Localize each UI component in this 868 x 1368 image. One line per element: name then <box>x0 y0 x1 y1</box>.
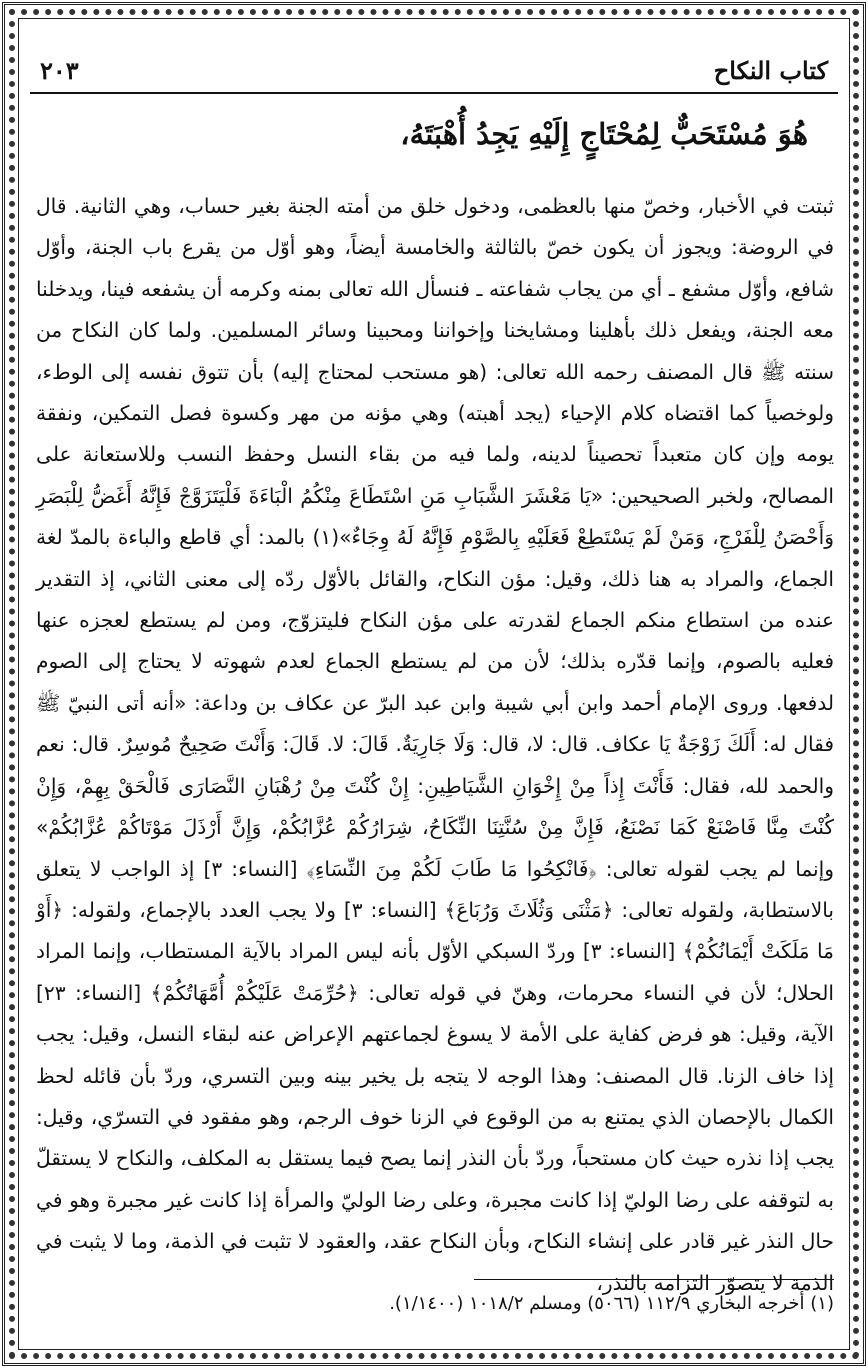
page-header <box>30 52 838 92</box>
footnote: (١) أخرجه البخاري ١١٢/٩ (٥٠٦٦) ومسلم ١٠١٨/٢ (١/١٤٠٠). <box>389 1293 834 1314</box>
commentary-body <box>36 186 834 1304</box>
page-number: ٢٠٣ <box>40 56 79 85</box>
commentary-paragraph: ثبتت في الأخبار، وخصّ منها بالعظمى، ودخول خلق من أمته الجنة بغير حساب، وهي الثانية. قال في الروضة: ويجوز أن يكون خصّ بالثالثة والخامسة أيضاً، وهو أوّل من يقرع باب الجنة، وأوّل شافع، وأوّل مشفع ـ أي من يجاب شفاعته ـ فنسأل الله تعالى بمنه وكرمه أن يشفعه فينا، ويدخلنا معه الجنة، ويفعل ذلك بأهلينا ومشايخنا وإخواننا ومحبينا وسائر المسلمين. ولما كان النكاح من سنته ﷺ قال المصنف رحمه الله تعالى: (هو مستحب لمحتاج إليه) بأن تتوق نفسه إلى الوطء، ولوخصياً كما اقتضاه كلام الإحياء (يجد أهبته) وهي مؤنه من مهر وكسوة فصل التمكين، ونفقة يومه وإن كان متعبداً تحصيناً لدينه، ولما فيه من بقاء النسل وحفظ النسب وللاستعانة على المصالح، ولخبر الصحيحين: «يَا مَعْشَرَ الشَّبَابِ مَنِ اسْتَطَاعَ مِنْكُمُ الْبَاءَةَ فَلْيَتَزَوَّجْ فَإِنَّهُ أَغَضُّ لِلْبَصَرِ وَأَحْصَنُ لِلْفَرْجِ، وَمَنْ لَمْ يَسْتَطِعْ فَعَلَيْهِ بِالصَّوْمِ فَإِنَّهُ لَهُ وِجَاءٌ»(١) بالمد: أي قاطع والباءة بالمدّ لغة الجماع، والمراد به هنا ذلك، وقيل: مؤن النكاح، والقائل بالأوّل ردّه إلى معنى الثاني، إذ التقدير عنده من استطاع منكم الجماع لقدرته على مؤن النكاح فليتزوّج، ومن لم يستطع لعجزه عنها فعليه بالصوم، وإنما قدّره بذلك؛ لأن من لم يستطع الجماع لعدم شهوته لا يحتاج إلى الصوم لدفعها. وروى الإمام أحمد وابن أبي شيبة وابن عبد البرّ عن عكاف بن وداعة: «أنه أتى النبيّ ﷺ فقال له: أَلَكَ زَوْجَةٌ يَا عكاف. قال: لا، قال: وَلَا جَارِيَةٌ. قَالَ: لا. قَالَ: وَأَنْتَ صَحِيحٌ مُوسِرٌ. قال: نعم والحمد لله، فقال: فَأَنْتَ إِذاً مِنْ إِخْوَانِ الشَّيَاطِينِ: إِنْ كُنْتَ مِنْ رُهْبَانِ النَّصَارَى فَالْحَقْ بِهِمْ، وَإِنْ كُنْتَ مِنَّا فَاصْنَعْ كَمَا نَصْنَعُ، فَإِنَّ مِنْ سُنَّتِنَا النِّكَاحُ، شِرَارُكُمْ عُزَّابُكُمْ، وَإِنَّ أَرْذَلَ مَوْتَاكُمْ عُزَّابُكُمْ» وإنما لم يجب لقوله تعالى: ﴿فَانْكِحُوا مَا طَابَ لَكُمْ مِنَ النِّسَاءِ﴾ [النساء: ٣] إذ الواجب لا يتعلق بالاستطابة، ولقوله تعالى: ﴿مَثْنَى وَثُلَاثَ وَرُبَاعَ﴾ [النساء: ٣] ولا يجب العدد بالإجماع، ولقوله: ﴿أَوْ مَا مَلَكَتْ أَيْمَانُكُمْ﴾ [النساء: ٣] وردّ السبكي الأوّل بأنه ليس المراد بالآية المستطاب، وإنما المراد الحلال؛ لأن في النساء محرمات، وهنّ في قوله تعالى: ﴿حُرِّمَتْ عَلَيْكُمْ أُمَّهَاتُكُمْ﴾ [النساء: ٢٣] الآية، وقيل: هو فرض كفاية على الأمة لا يسوغ لجماعتهم الإعراض عنه لبقاء النسل، وقيل: يجب إذا خاف الزنا. قال المصنف: وهذا الوجه لا يتجه بل يخير بينه وبين التسري، وردّ بأن قائله لحظ الكمال بالإحصان الذي يمتنع به من الوقوع في الزنا خوف الرجم، وهو مفقود في التسرّي، وقيل: يجب إذا نذره حيث كان مستحباً، وردّ بأن النذر إنما يصح فيما يستقل به المكلف، والنكاح لا يستقلّ به لتوقفه على رضا الوليّ إذا كانت مجبرة، وعلى رضا الوليّ والمرأة إذا كانت غير مجبرة وهو في حال النذر غير قادر على إنشاء النكاح، وبأن النكاح عقد، والعقود لا تثبت في الذمة، وما لا يثبت في الذمة لا يتصوّر التزامه بالنذر، <box>36 194 835 1295</box>
footnote-rule <box>474 1279 834 1280</box>
header-rule <box>30 92 838 94</box>
chapter-title: كتاب النكاح <box>713 56 828 85</box>
matn-heading: هُوَ مُسْتَحَبٌّ لِمُحْتَاجٍ إِلَيْهِ يَجِدُ أُهْبَتَهُ، <box>400 117 808 151</box>
